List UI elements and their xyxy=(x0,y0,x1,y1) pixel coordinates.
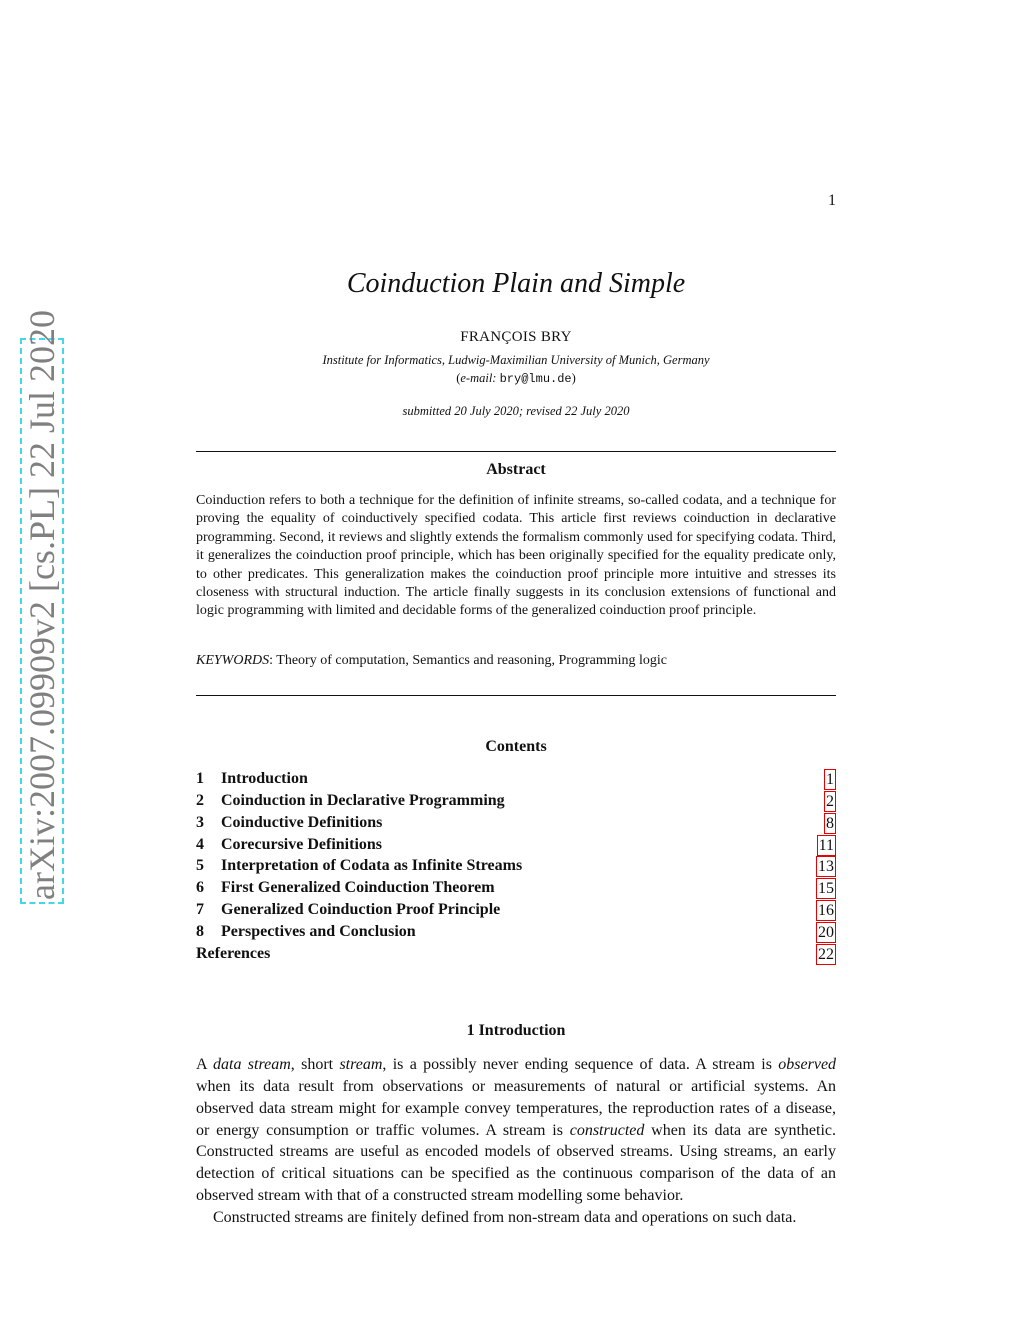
toc-entry-generalized-proof-principle[interactable] xyxy=(196,900,836,922)
text-run: , short xyxy=(290,1056,340,1073)
toc-entry-first-generalized-theorem[interactable] xyxy=(196,878,836,900)
toc-number: 1 xyxy=(196,770,204,787)
page-number: 1 xyxy=(828,192,836,209)
arxiv-stamp: arXiv:2007.09909v2 [cs.PL] 22 Jul 2020 xyxy=(22,310,62,900)
abstract-heading: Abstract xyxy=(486,461,546,478)
introduction-paragraph-1 xyxy=(196,1054,836,1207)
toc-number: 7 xyxy=(196,901,204,919)
toc-page-link[interactable]: 1 xyxy=(826,771,834,788)
toc-entry-coinduction-declarative[interactable] xyxy=(196,791,836,813)
toc-entry-interpretation-codata[interactable] xyxy=(196,856,836,878)
toc-page-link[interactable]: 8 xyxy=(826,814,834,832)
term-constructed: constructed xyxy=(569,1121,645,1139)
term-data-stream: data stream xyxy=(213,1056,291,1073)
abstract-top-rule xyxy=(196,451,836,452)
toc-entry-references[interactable] xyxy=(196,944,836,966)
table-of-contents xyxy=(196,769,836,966)
toc-page-link[interactable]: 11 xyxy=(818,836,834,854)
toc-title[interactable]: Introduction xyxy=(221,770,308,787)
toc-title[interactable]: Coinduction in Declarative Programming xyxy=(221,791,505,809)
toc-number: 6 xyxy=(196,879,204,897)
keywords xyxy=(196,653,836,669)
toc-title[interactable]: Interpretation of Codata as Infinite Streams xyxy=(221,857,523,875)
keywords-label: KEYWORDS xyxy=(196,653,270,668)
affiliation: Institute for Informatics, Ludwig-Maximilian University of Munich, Germany xyxy=(322,353,710,367)
email-label: e-mail: xyxy=(460,371,497,385)
author: FRANÇOIS BRY xyxy=(460,329,572,345)
toc-page-link[interactable]: 13 xyxy=(818,858,834,876)
toc-title[interactable]: Coinductive Definitions xyxy=(221,813,383,831)
toc-title[interactable]: Generalized Coinduction Proof Principle xyxy=(221,901,501,919)
toc-entry-coinductive-definitions[interactable] xyxy=(196,813,836,835)
email-address: bry@lmu.de xyxy=(499,372,572,386)
toc-page-link[interactable]: 15 xyxy=(818,880,834,898)
toc-number: 3 xyxy=(196,813,204,831)
text-run: , is a possibly never ending sequence of data. A stream is xyxy=(382,1056,779,1073)
contents-heading: Contents xyxy=(485,738,547,755)
submission-dates: submitted 20 July 2020; revised 22 July 2020 xyxy=(402,404,630,418)
text-run: when its data result from observations or measurements of natural or artificial systems. An observed data stream might for example convey temperatures, the reproduction rates of a disease, or energy consumption or traffic volumes. A stream is xyxy=(196,1077,836,1139)
keywords-list: : Theory of computation, Semantics and reasoning, Programming logic xyxy=(269,653,668,668)
introduction-paragraph-2: Constructed streams are finitely defined from non-stream data and operations on such data. xyxy=(213,1209,797,1226)
introduction-heading: 1 Introduction xyxy=(466,1022,566,1039)
toc-entry-corecursive-definitions[interactable] xyxy=(196,835,836,857)
toc-page-link[interactable]: 20 xyxy=(818,923,834,941)
toc-title[interactable]: Corecursive Definitions xyxy=(221,835,383,853)
toc-title[interactable]: First Generalized Coinduction Theorem xyxy=(221,879,495,897)
email-line: (e-mail: bry@lmu.de) xyxy=(456,371,576,386)
toc-number: 5 xyxy=(196,857,204,875)
text-run: when its data are synthetic. Constructed streams are useful as encoded models of observed streams. Using streams, an early detection of critical situations can be specified as the continuous comparison of the data of an observed stream with that of a constructed stream modelling some behavior. xyxy=(196,1121,836,1205)
toc-title[interactable]: Perspectives and Conclusion xyxy=(221,922,416,940)
abstract-bottom-rule xyxy=(196,695,836,696)
term-stream: stream xyxy=(339,1056,383,1073)
text-run: A xyxy=(196,1056,214,1073)
abstract-text: Coinduction refers to both a technique for the definition of infinite streams, so-called codata, and a technique for proving the equality of coinductively specified codata. This article first reviews coinduction in declarative programming. Second, it reviews and slightly extends the formalism commonly used for specifying codata. Third, it generalizes the coinduction proof principle, which has been originally specified for the equality predicate only, to other predicates. This generalization makes the coinduction proof principle more intuitive and stresses its closeness with structural induction. The article finally suggests in its conclusion extensions of functional and logic programming with limited and decidable forms of the generalized coinduction proof principle. xyxy=(196,493,836,619)
toc-title[interactable]: References xyxy=(196,944,271,962)
toc-entry-introduction[interactable] xyxy=(196,769,836,791)
term-observed: observed xyxy=(778,1056,837,1073)
paper-title: Coinduction Plain and Simple xyxy=(346,268,686,299)
toc-page-link[interactable]: 16 xyxy=(818,902,834,920)
toc-number: 8 xyxy=(196,922,204,940)
toc-page-link[interactable]: 22 xyxy=(818,945,834,963)
toc-number: 4 xyxy=(196,835,204,853)
toc-entry-perspectives-conclusion[interactable] xyxy=(196,922,836,944)
toc-page-link[interactable]: 2 xyxy=(826,792,834,810)
toc-number: 2 xyxy=(196,791,204,809)
